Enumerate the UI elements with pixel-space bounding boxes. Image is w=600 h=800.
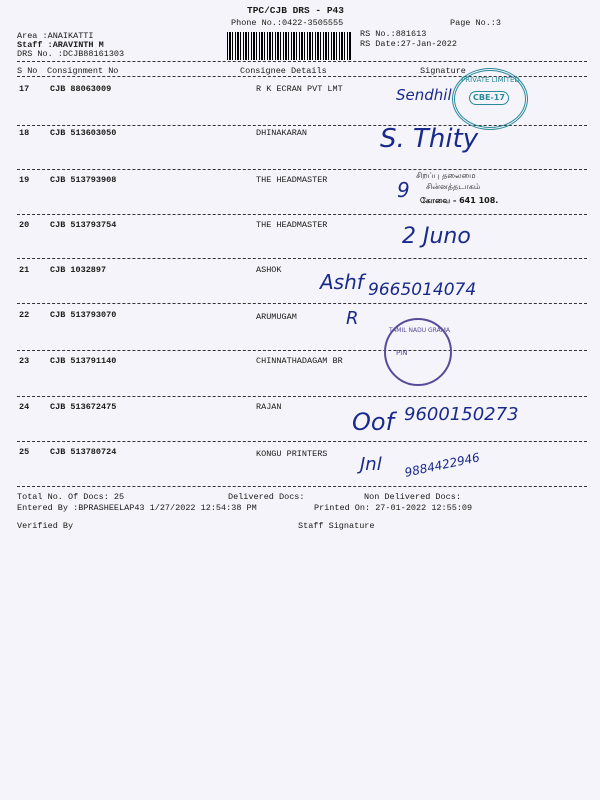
col-consignment: Consignment No [47, 66, 119, 76]
divider [17, 350, 587, 351]
row-consignment: CJB 513780724 [50, 447, 117, 457]
divider [17, 396, 587, 397]
signature: R [346, 308, 359, 329]
entered-by: Entered By :BPRASHEELAP43 1/27/2022 12:54:38 PM [17, 503, 257, 513]
row-consignment: CJB 513603050 [50, 128, 117, 138]
row-consignee: THE HEADMASTER [256, 220, 328, 230]
staff-label: Staff :ARAVINTH M [17, 40, 104, 50]
row-consignee: KONGU PRINTERS [256, 449, 328, 459]
row-sno: 23 [19, 356, 30, 366]
col-signature: Signature [420, 66, 466, 76]
signature: Ashf [320, 270, 364, 294]
printed-on: Printed On: 27-01-2022 12:55:09 [314, 503, 473, 513]
verified-by: Verified By [17, 521, 74, 531]
row-consignee: R K ECRAN PVT LMT [256, 84, 343, 94]
row-consignment: CJB 88063009 [50, 84, 112, 94]
row-sno: 18 [19, 128, 30, 138]
signature: S. Thity [380, 124, 479, 154]
row-consignee: THE HEADMASTER [256, 175, 328, 185]
phone-number: Phone No.:0422-3505555 [231, 18, 344, 28]
row-sno: 24 [19, 402, 30, 412]
row-consignee: ASHOK [256, 265, 282, 275]
row-consignment: CJB 513672475 [50, 402, 117, 412]
document-title: TPC/CJB DRS - P43 [247, 5, 344, 16]
stamp-text: PRIVATE LIMITED [461, 76, 520, 84]
signature: Oof [352, 408, 395, 436]
signature: 2 Juno [402, 224, 471, 249]
row-consignment: CJB 513793908 [50, 175, 117, 185]
phone-handwritten: 9600150273 [404, 404, 519, 425]
row-consignment: CJB 513793754 [50, 220, 117, 230]
signature: Sendhil [396, 86, 452, 104]
signature: Jnl [360, 454, 382, 475]
non-delivered-docs: Non Delivered Docs: [364, 492, 461, 502]
divider [17, 258, 587, 259]
page-number: Page No.:3 [450, 18, 502, 28]
company-stamp-icon [452, 68, 528, 130]
drs-number: DRS No. :DCJB88161303 [17, 49, 125, 59]
divider [17, 214, 587, 215]
row-consignee: CHINNATHADAGAM BR [256, 356, 343, 366]
staff-signature: Staff Signature [298, 521, 375, 531]
signature: 9 [397, 178, 410, 202]
row-sno: 19 [19, 175, 30, 185]
row-sno: 17 [19, 84, 30, 94]
stamp-code: PIN [396, 349, 408, 357]
post-office-stamp-icon [384, 318, 452, 386]
phone-handwritten: 9665014074 [368, 280, 477, 300]
row-consignment: CJB 513793070 [50, 310, 117, 320]
stamp-line: சிறப்பு தலைமை [416, 171, 476, 180]
col-sno: S No [17, 66, 38, 76]
row-consignee: ARUMUGAM [256, 312, 297, 322]
delivered-docs: Delivered Docs: [228, 492, 305, 502]
rs-number: RS No.:881613 [360, 29, 427, 39]
stamp-line: கோவை - 641 108. [420, 196, 499, 205]
total-docs: Total No. Of Docs: 25 [17, 492, 125, 502]
row-sno: 20 [19, 220, 30, 230]
barcode-icon [227, 32, 351, 60]
col-consignee: Consignee Details [240, 66, 327, 76]
stamp-text: TAMIL NADU GRAMA [389, 327, 450, 334]
stamp-line: சின்னத்தடாகம் [426, 182, 481, 191]
area-label: Area :ANAIKATTI [17, 31, 94, 41]
row-consignment: CJB 513791140 [50, 356, 117, 366]
rs-date: RS Date:27-Jan-2022 [360, 39, 457, 49]
divider [17, 303, 587, 304]
divider [17, 441, 587, 442]
divider [17, 486, 587, 487]
row-sno: 21 [19, 265, 30, 275]
stamp-code: CBE-17 [469, 91, 509, 105]
divider [17, 61, 587, 62]
row-consignment: CJB 1032897 [50, 265, 107, 275]
row-consignee: DHINAKARAN [256, 128, 308, 138]
divider [17, 169, 587, 170]
row-consignee: RAJAN [256, 402, 282, 412]
phone-handwritten: 9884422946 [403, 450, 481, 480]
row-sno: 22 [19, 310, 30, 320]
row-sno: 25 [19, 447, 30, 457]
